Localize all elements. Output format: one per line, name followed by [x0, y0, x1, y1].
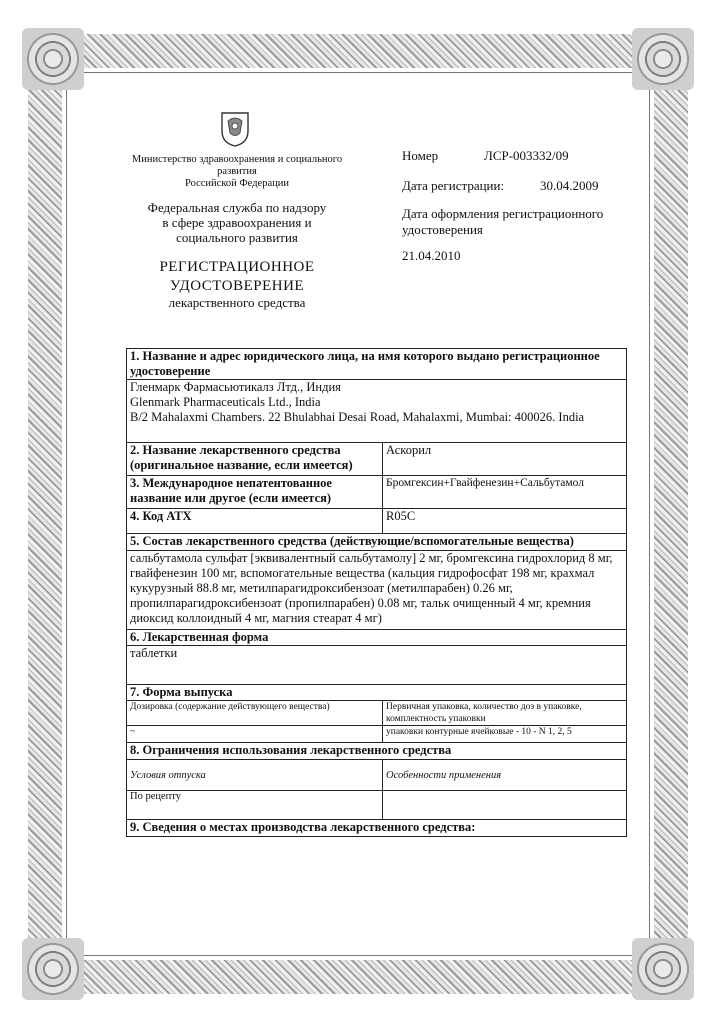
- section-8-subheader-row: [127, 760, 627, 791]
- dispensing-conditions-value: По рецепту: [127, 791, 383, 820]
- section-1-header-row: [127, 349, 627, 380]
- issue-date-label: Дата оформления регистрационного удостоверения: [402, 206, 604, 237]
- document-subtitle: лекарственного средства: [168, 295, 306, 310]
- dosage-value: ~: [127, 726, 383, 743]
- section-6-content-row: [127, 646, 627, 685]
- trade-name: Аскорил: [383, 443, 627, 476]
- section-6-header-row: [127, 630, 627, 646]
- dosage-column-header: Дозировка (содержание действующего вещества): [127, 701, 383, 726]
- packaging-value: упаковки контурные ячейковые - 10 - N 1, 2, 5: [383, 726, 627, 743]
- section-2-row: [127, 443, 627, 476]
- company-name-ru: Гленмарк Фармасьютикалз Лтд., Индия: [130, 380, 341, 394]
- registration-date-row: [402, 178, 642, 194]
- section-3-title: 3. Международное непатентованное название или другое (если имеется): [127, 476, 383, 509]
- section-2-title: 2. Название лекарственного средства (оригинальное название, если имеется): [127, 443, 383, 476]
- registration-number-label: Номер: [402, 148, 439, 163]
- section-9-header-row: [127, 820, 627, 837]
- corner-ornament-top-left: [22, 28, 84, 90]
- dosage-form: таблетки: [127, 646, 627, 685]
- section-7-title: 7. Форма выпуска: [127, 685, 627, 701]
- section-1-content: [127, 380, 627, 443]
- section-5-header-row: [127, 534, 627, 551]
- packaging-column-header: Первичная упаковка, количество доз в упаковке, комплектность упаковки: [383, 701, 627, 726]
- section-5-content-row: [127, 551, 627, 630]
- registration-date-value: 30.04.2009: [540, 178, 599, 193]
- inn-name: Бромгексин+Гвайфенезин+Сальбутамол: [383, 476, 627, 509]
- company-address: B/2 Mahalaxmi Chambers. 22 Bhulabhai Desai Road, Mahalaxmi, Mumbai: 400026. India: [130, 410, 585, 424]
- section-7-value-row: [127, 726, 627, 743]
- section-1-title: 1. Название и адрес юридического лица, на имя которого выдано регистрационное удостоверение: [127, 349, 627, 380]
- registration-date-label: Дата регистрации:: [402, 178, 505, 193]
- usage-features-value: [383, 791, 627, 820]
- atc-code: R05C: [383, 509, 627, 534]
- section-8-title: 8. Ограничения использования лекарственного средства: [127, 743, 627, 760]
- service-name: Федеральная служба по надзору в сфере здравоохранения и социального развития: [147, 200, 327, 245]
- certificate-table: [126, 348, 627, 837]
- composition-text: сальбутамола сульфат [эквивалентный сальбутамолу] 2 мг, бромгексина гидрохлорид 8 мг, гвайфенезин 100 мг, вспомогательные вещества (кальция гидрофосфат 198 мг, крахмал кукурузный 88.8 мг, метилпарагидроксибензоат (метилпарабен) 0.26 мг, пропилпарагидроксибензоат (пропилпарабен) 0.08 мг, тальк очищенный 4 мг, кремния диоксид коллоидный 4 мг, магния стеарат 4 мг): [127, 551, 627, 630]
- company-name-en: Glenmark Pharmaceuticals Ltd., India: [130, 395, 321, 409]
- corner-ornament-bottom-left: [22, 938, 84, 1000]
- section-6-title: 6. Лекарственная форма: [127, 630, 627, 646]
- registration-number-row: [402, 148, 642, 164]
- document-title: РЕГИСТРАЦИОННОЕ УДОСТОВЕРЕНИЕ: [159, 259, 315, 294]
- usage-features-header: Особенности применения: [383, 760, 627, 791]
- registration-number-value: ЛСР-003332/09: [484, 148, 569, 163]
- dispensing-conditions-header: Условия отпуска: [127, 760, 383, 791]
- section-8-header-row: [127, 743, 627, 760]
- section-7-header-row: [127, 685, 627, 701]
- section-4-title: 4. Код АТХ: [127, 509, 383, 534]
- ministry-name: Министерство здравоохранения и социального развития Российской Федерации: [131, 154, 343, 189]
- coat-of-arms-icon: [218, 110, 252, 148]
- registration-block: [402, 148, 642, 264]
- section-4-row: [127, 509, 627, 534]
- section-1-content-row: [127, 380, 627, 443]
- issue-date-value: 21.04.2010: [402, 248, 461, 263]
- section-7-subheader-row: [127, 701, 627, 726]
- section-8-value-row: [127, 791, 627, 820]
- section-5-title: 5. Состав лекарственного средства (действующие/вспомогательные вещества): [127, 534, 627, 551]
- section-3-row: [127, 476, 627, 509]
- corner-ornament-bottom-right: [632, 938, 694, 1000]
- section-9-title: 9. Сведения о местах производства лекарственного средства:: [127, 820, 627, 837]
- corner-ornament-top-right: [632, 28, 694, 90]
